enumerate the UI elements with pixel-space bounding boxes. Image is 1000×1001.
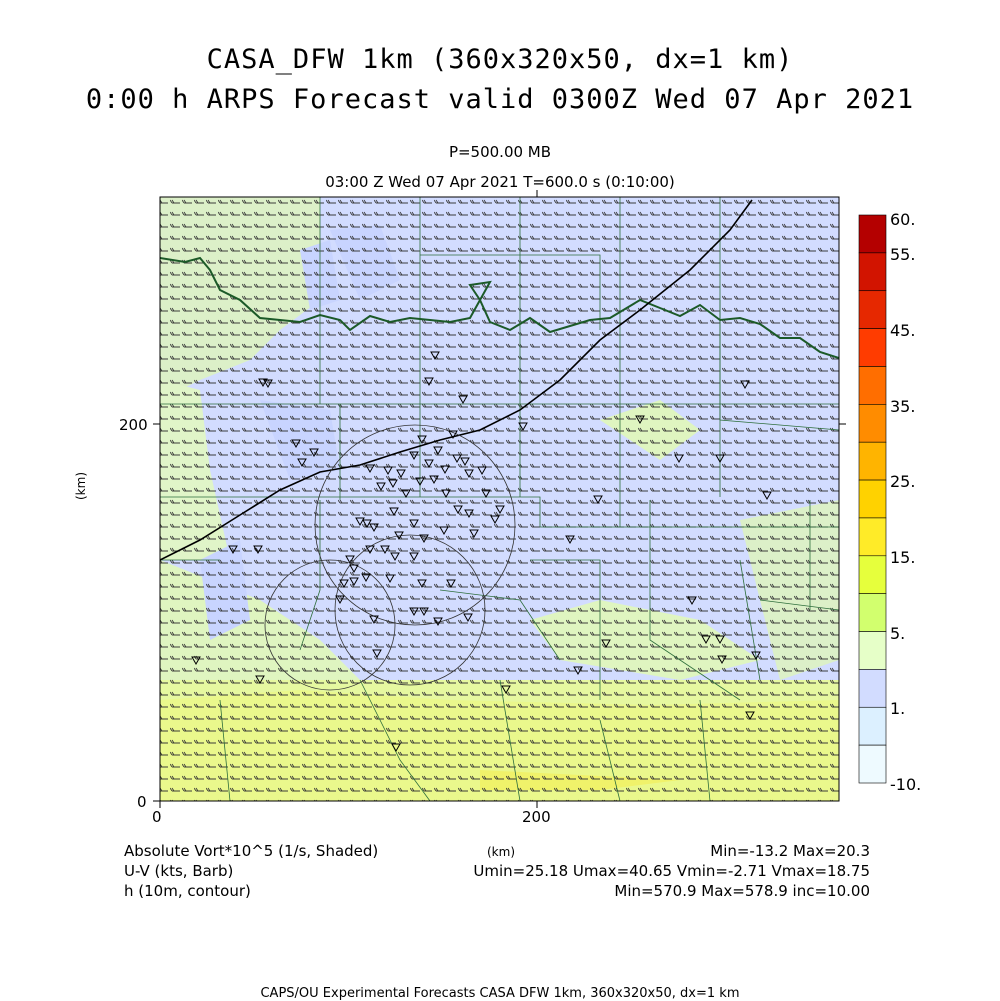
colorbar-swatch xyxy=(859,707,886,745)
contour-stats: Min=570.9 Max=578.9 inc=10.00 xyxy=(614,882,870,900)
chart-title-line1: CASA_DFW 1km (360x320x50, dx=1 km) xyxy=(206,44,794,75)
x-axis-label: (km) xyxy=(487,845,516,859)
colorbar-swatch xyxy=(859,366,886,404)
y-tick-label: 200 xyxy=(119,416,148,434)
colorbar-label: 1. xyxy=(890,699,906,718)
colorbar-swatch xyxy=(859,594,886,632)
y-tick-label: 0 xyxy=(137,793,147,811)
colorbar-swatch xyxy=(859,480,886,518)
colorbar-swatch xyxy=(859,442,886,480)
colorbar-swatch xyxy=(859,253,886,291)
colorbar-swatch xyxy=(859,404,886,442)
field-barb-description: U-V (kts, Barb) xyxy=(124,862,234,880)
colorbar-label: 60. xyxy=(890,210,916,229)
colorbar-label: -10. xyxy=(890,775,922,794)
colorbar-swatch xyxy=(859,556,886,594)
colorbar xyxy=(859,215,886,783)
colorbar-label: 15. xyxy=(890,548,916,567)
colorbar-label: 25. xyxy=(890,472,916,491)
colorbar-label: 45. xyxy=(890,321,916,340)
pressure-level: P=500.00 MB xyxy=(448,143,552,161)
colorbar-swatch xyxy=(859,669,886,707)
field-shaded-description: Absolute Vort*10^5 (1/s, Shaded) xyxy=(124,842,379,860)
valid-time-line: 03:00 Z Wed 07 Apr 2021 T=600.0 s (0:10:00) xyxy=(325,173,675,191)
wind-barbs xyxy=(160,197,839,801)
colorbar-swatch xyxy=(859,518,886,556)
colorbar-swatch xyxy=(859,632,886,670)
field-contour-description: h (10m, contour) xyxy=(124,882,251,900)
colorbar-swatch xyxy=(859,329,886,367)
colorbar-label: 5. xyxy=(890,624,906,643)
colorbar-swatch xyxy=(859,215,886,253)
colorbar-label: 55. xyxy=(890,245,916,264)
x-tick-label: 200 xyxy=(522,808,551,826)
chart-title-line2: 0:00 h ARPS Forecast valid 0300Z Wed 07 Apr 2021 xyxy=(85,84,915,115)
colorbar-swatch xyxy=(859,291,886,329)
x-tick-label: 0 xyxy=(152,808,162,826)
colorbar-swatch xyxy=(859,745,886,783)
y-axis-label: (km) xyxy=(74,471,88,500)
wind-stats: Umin=25.18 Umax=40.65 Vmin=-2.71 Vmax=18.75 xyxy=(473,862,870,880)
colorbar-label: 35. xyxy=(890,397,916,416)
shaded-stats: Min=-13.2 Max=20.3 xyxy=(710,842,870,860)
credit-line: CAPS/OU Experimental Forecasts CASA DFW 1km, 360x320x50, dx=1 km xyxy=(260,986,740,1001)
